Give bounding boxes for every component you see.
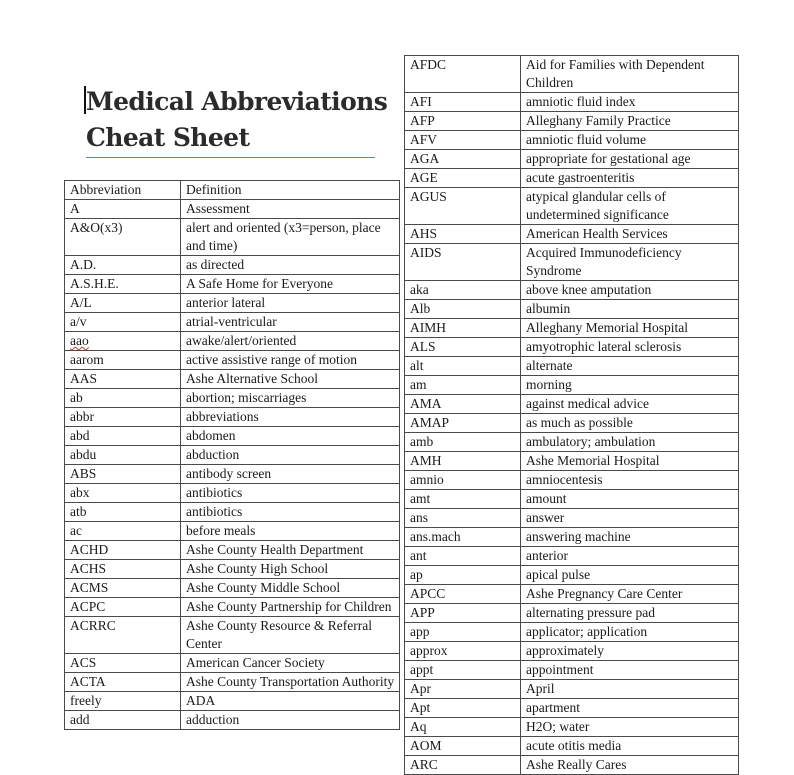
table-row bbox=[65, 351, 400, 370]
abbreviation-cell: amb bbox=[405, 433, 521, 452]
abbreviation-cell: AOM bbox=[405, 737, 521, 756]
definition-cell: apical pulse bbox=[521, 566, 739, 585]
abbreviation-cell: ACTA bbox=[65, 673, 181, 692]
abbreviation-cell: AAS bbox=[65, 370, 181, 389]
abbreviation-cell: A.D. bbox=[65, 256, 181, 275]
title-line-2: Cheat Sheet bbox=[86, 123, 250, 152]
abbreviation-cell: A.S.H.E. bbox=[65, 275, 181, 294]
table-row bbox=[405, 112, 739, 131]
definition-cell: Acquired Immunodeficiency Syndrome bbox=[521, 244, 739, 281]
table-row bbox=[405, 680, 739, 699]
abbreviation-cell: AFDC bbox=[405, 56, 521, 93]
definition-cell: alternating pressure pad bbox=[521, 604, 739, 623]
abbreviation-cell: ab bbox=[65, 389, 181, 408]
table-row bbox=[405, 225, 739, 244]
definition-cell: atypical glandular cells of undetermined significance bbox=[521, 188, 739, 225]
table-row bbox=[65, 408, 400, 427]
definition-cell: amyotrophic lateral sclerosis bbox=[521, 338, 739, 357]
table-row bbox=[405, 244, 739, 281]
right-abbreviation-table bbox=[404, 55, 739, 775]
definition-cell: Ashe County Health Department bbox=[181, 541, 400, 560]
table-row bbox=[405, 376, 739, 395]
abbreviation-cell: atb bbox=[65, 503, 181, 522]
table-row bbox=[405, 131, 739, 150]
table-row bbox=[405, 169, 739, 188]
table-row bbox=[405, 93, 739, 112]
definition-cell: against medical advice bbox=[521, 395, 739, 414]
definition-cell: approximately bbox=[521, 642, 739, 661]
definition-cell: above knee amputation bbox=[521, 281, 739, 300]
abbreviation-cell: app bbox=[405, 623, 521, 642]
table-row bbox=[405, 414, 739, 433]
definition-cell: antibody screen bbox=[181, 465, 400, 484]
abbreviation-cell: ACHD bbox=[65, 541, 181, 560]
definition-cell: active assistive range of motion bbox=[181, 351, 400, 370]
abbreviation-cell: ans bbox=[405, 509, 521, 528]
table-row bbox=[405, 188, 739, 225]
abbreviation-cell: freely bbox=[65, 692, 181, 711]
abbreviation-cell: ac bbox=[65, 522, 181, 541]
abbreviation-cell: AMAP bbox=[405, 414, 521, 433]
table-row bbox=[65, 219, 400, 256]
abbreviation-cell: a/v bbox=[65, 313, 181, 332]
table-row bbox=[405, 718, 739, 737]
definition-cell: apartment bbox=[521, 699, 739, 718]
abbreviation-cell: ABS bbox=[65, 465, 181, 484]
abbreviation-cell: abdu bbox=[65, 446, 181, 465]
abbreviation-cell: am bbox=[405, 376, 521, 395]
title-line-1: Medical Abbreviations bbox=[86, 87, 388, 116]
definition-cell: Ashe County Transportation Authority bbox=[181, 673, 400, 692]
abbreviation-cell: approx bbox=[405, 642, 521, 661]
abbreviation-cell: AIMH bbox=[405, 319, 521, 338]
definition-cell: H2O; water bbox=[521, 718, 739, 737]
table-row bbox=[405, 56, 739, 93]
table-row bbox=[65, 692, 400, 711]
abbreviation-cell: APP bbox=[405, 604, 521, 623]
definition-cell: American Cancer Society bbox=[181, 654, 400, 673]
definition-cell: Ashe Really Cares bbox=[521, 756, 739, 775]
definition-cell: ambulatory; ambulation bbox=[521, 433, 739, 452]
abbreviation-cell: aka bbox=[405, 281, 521, 300]
definition-cell: before meals bbox=[181, 522, 400, 541]
table-row bbox=[65, 446, 400, 465]
abbreviation-cell: abx bbox=[65, 484, 181, 503]
definition-cell: as directed bbox=[181, 256, 400, 275]
definition-cell: alert and oriented (x3=person, place and time) bbox=[181, 219, 400, 256]
abbreviation-cell: alt bbox=[405, 357, 521, 376]
table-row bbox=[65, 256, 400, 275]
definition-cell: adduction bbox=[181, 711, 400, 730]
definition-cell: acute gastroenteritis bbox=[521, 169, 739, 188]
definition-cell: Ashe County High School bbox=[181, 560, 400, 579]
abbreviation-cell: AIDS bbox=[405, 244, 521, 281]
table-row bbox=[405, 395, 739, 414]
abbreviation-cell: ACPC bbox=[65, 598, 181, 617]
definition-cell: Assessment bbox=[181, 200, 400, 219]
header-abbreviation: Abbreviation bbox=[65, 181, 181, 200]
table-row bbox=[65, 294, 400, 313]
definition-cell: American Health Services bbox=[521, 225, 739, 244]
table-row bbox=[405, 319, 739, 338]
table-row bbox=[65, 275, 400, 294]
table-row bbox=[405, 528, 739, 547]
table-row bbox=[405, 452, 739, 471]
definition-cell: Ashe County Resource & Referral Center bbox=[181, 617, 400, 654]
abbreviation-cell: AMA bbox=[405, 395, 521, 414]
abbreviation-cell: AFI bbox=[405, 93, 521, 112]
definition-cell: antibiotics bbox=[181, 484, 400, 503]
abbreviation-cell: Apt bbox=[405, 699, 521, 718]
table-row bbox=[65, 389, 400, 408]
abbreviation-cell: abbr bbox=[65, 408, 181, 427]
abbreviation-cell: AMH bbox=[405, 452, 521, 471]
abbreviation-cell: A/L bbox=[65, 294, 181, 313]
definition-cell: Ashe Memorial Hospital bbox=[521, 452, 739, 471]
left-abbreviation-table bbox=[64, 180, 400, 730]
title-underline-rule bbox=[86, 157, 375, 158]
table-row bbox=[405, 756, 739, 775]
abbreviation-cell: ant bbox=[405, 547, 521, 566]
table-row bbox=[405, 338, 739, 357]
abbreviation-cell: aarom bbox=[65, 351, 181, 370]
definition-cell: April bbox=[521, 680, 739, 699]
table-row bbox=[65, 711, 400, 730]
abbreviation-cell: AGA bbox=[405, 150, 521, 169]
definition-cell: abbreviations bbox=[181, 408, 400, 427]
definition-cell: answering machine bbox=[521, 528, 739, 547]
definition-cell: Ashe Pregnancy Care Center bbox=[521, 585, 739, 604]
abbreviation-cell: AHS bbox=[405, 225, 521, 244]
table-row bbox=[65, 654, 400, 673]
table-row bbox=[65, 579, 400, 598]
definition-cell: appointment bbox=[521, 661, 739, 680]
definition-cell: morning bbox=[521, 376, 739, 395]
table-row bbox=[405, 699, 739, 718]
abbreviation-cell: Aq bbox=[405, 718, 521, 737]
definition-cell: Ashe County Middle School bbox=[181, 579, 400, 598]
definition-cell: as much as possible bbox=[521, 414, 739, 433]
table-row bbox=[65, 673, 400, 692]
definition-cell: amniotic fluid volume bbox=[521, 131, 739, 150]
definition-cell: Alleghany Memorial Hospital bbox=[521, 319, 739, 338]
definition-cell: amount bbox=[521, 490, 739, 509]
table-row bbox=[65, 598, 400, 617]
abbreviation-cell: ans.mach bbox=[405, 528, 521, 547]
abbreviation-cell: A bbox=[65, 200, 181, 219]
definition-cell: Ashe County Partnership for Children bbox=[181, 598, 400, 617]
table-row bbox=[405, 547, 739, 566]
abbreviation-cell: ap bbox=[405, 566, 521, 585]
abbreviation-cell: AGE bbox=[405, 169, 521, 188]
table-row bbox=[405, 604, 739, 623]
table-row bbox=[65, 465, 400, 484]
abbreviation-cell: ACS bbox=[65, 654, 181, 673]
definition-cell: abortion; miscarriages bbox=[181, 389, 400, 408]
definition-cell: A Safe Home for Everyone bbox=[181, 275, 400, 294]
table-row bbox=[405, 357, 739, 376]
definition-cell: alternate bbox=[521, 357, 739, 376]
table-row bbox=[405, 300, 739, 319]
table-row bbox=[405, 150, 739, 169]
abbreviation-cell: AFV bbox=[405, 131, 521, 150]
definition-cell: ADA bbox=[181, 692, 400, 711]
abbreviation-cell: add bbox=[65, 711, 181, 730]
abbreviation-cell: AGUS bbox=[405, 188, 521, 225]
abbreviation-cell: ALS bbox=[405, 338, 521, 357]
definition-cell: answer bbox=[521, 509, 739, 528]
table-row bbox=[65, 617, 400, 654]
table-row bbox=[405, 433, 739, 452]
definition-cell: awake/alert/oriented bbox=[181, 332, 400, 351]
document-title bbox=[86, 84, 387, 156]
table-row bbox=[65, 560, 400, 579]
definition-cell: amniocentesis bbox=[521, 471, 739, 490]
table-row bbox=[65, 503, 400, 522]
abbreviation-cell: appt bbox=[405, 661, 521, 680]
table-row bbox=[405, 281, 739, 300]
table-row bbox=[405, 509, 739, 528]
table-row bbox=[405, 566, 739, 585]
definition-cell: abduction bbox=[181, 446, 400, 465]
definition-cell: atrial-ventricular bbox=[181, 313, 400, 332]
abbreviation-cell: abd bbox=[65, 427, 181, 446]
abbreviation-cell: AFP bbox=[405, 112, 521, 131]
table-row bbox=[405, 642, 739, 661]
abbreviation-cell: ARC bbox=[405, 756, 521, 775]
definition-cell: acute otitis media bbox=[521, 737, 739, 756]
definition-cell: antibiotics bbox=[181, 503, 400, 522]
definition-cell: abdomen bbox=[181, 427, 400, 446]
abbreviation-cell: ACMS bbox=[65, 579, 181, 598]
header-definition: Definition bbox=[181, 181, 400, 200]
definition-cell: anterior lateral bbox=[181, 294, 400, 313]
abbreviation-cell: A&O(x3) bbox=[65, 219, 181, 256]
definition-cell: Alleghany Family Practice bbox=[521, 112, 739, 131]
table-row bbox=[65, 332, 400, 351]
table-row bbox=[405, 661, 739, 680]
abbreviation-cell: aao bbox=[65, 332, 181, 351]
definition-cell: amniotic fluid index bbox=[521, 93, 739, 112]
abbreviation-cell: amnio bbox=[405, 471, 521, 490]
table-row bbox=[65, 370, 400, 389]
table-row bbox=[405, 623, 739, 642]
definition-cell: Aid for Families with Dependent Children bbox=[521, 56, 739, 93]
table-row bbox=[405, 585, 739, 604]
table-row bbox=[405, 471, 739, 490]
table-row bbox=[65, 522, 400, 541]
abbreviation-cell: Alb bbox=[405, 300, 521, 319]
definition-cell: Ashe Alternative School bbox=[181, 370, 400, 389]
table-row bbox=[65, 427, 400, 446]
definition-cell: anterior bbox=[521, 547, 739, 566]
table-header-row bbox=[65, 181, 400, 200]
table-row bbox=[65, 313, 400, 332]
definition-cell: albumin bbox=[521, 300, 739, 319]
definition-cell: applicator; application bbox=[521, 623, 739, 642]
abbreviation-cell: ACHS bbox=[65, 560, 181, 579]
abbreviation-cell: ACRRC bbox=[65, 617, 181, 654]
table-row bbox=[65, 541, 400, 560]
abbreviation-cell: Apr bbox=[405, 680, 521, 699]
table-row bbox=[405, 737, 739, 756]
table-row bbox=[405, 490, 739, 509]
table-row bbox=[65, 200, 400, 219]
abbreviation-cell: APCC bbox=[405, 585, 521, 604]
definition-cell: appropriate for gestational age bbox=[521, 150, 739, 169]
table-row bbox=[65, 484, 400, 503]
abbreviation-cell: amt bbox=[405, 490, 521, 509]
